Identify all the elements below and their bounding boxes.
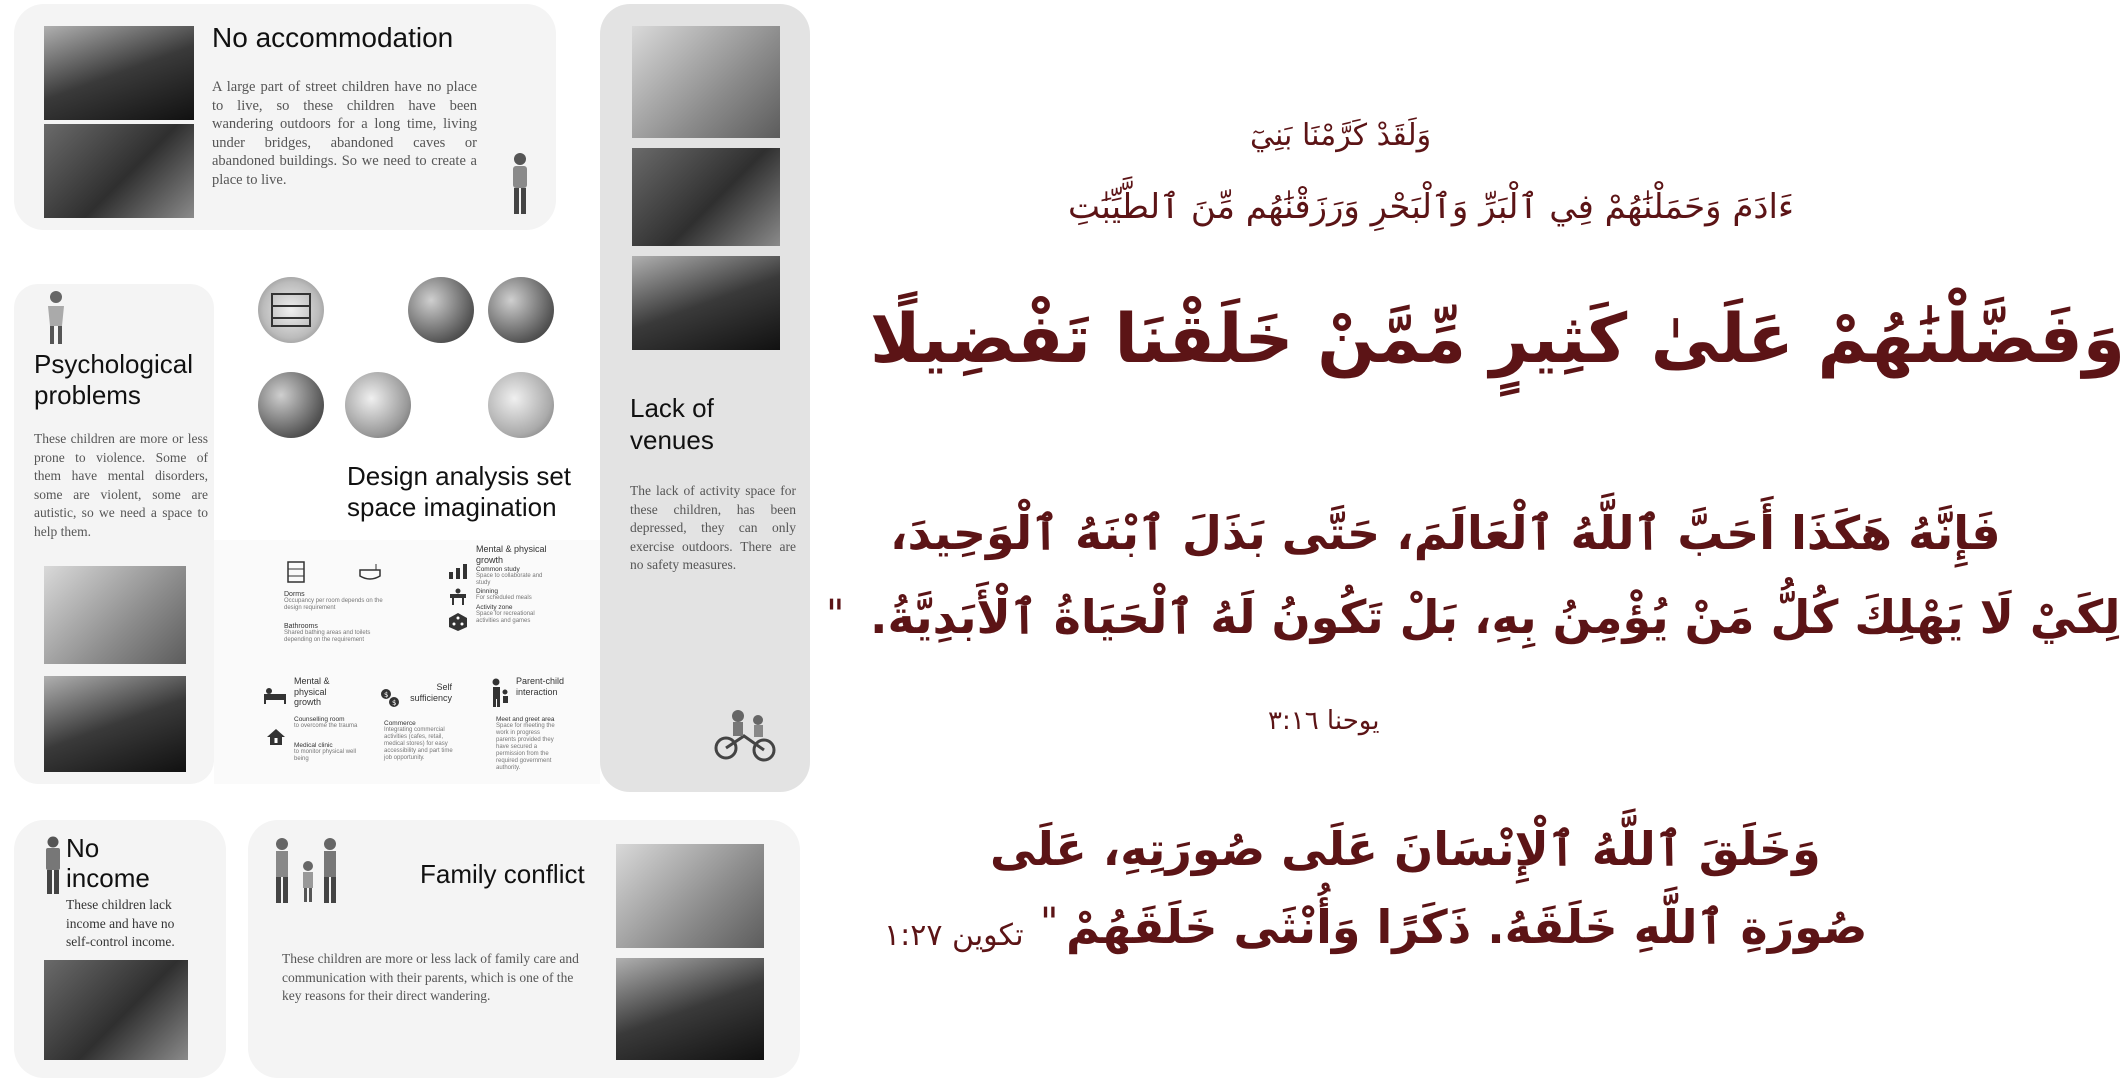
commerce-label: Commerce: [384, 720, 416, 727]
common-study-label: Common study: [476, 566, 520, 573]
family-conflict-body: These children are more or less lack of family care and communication with their parents, which is one of the key reasons for their direct wandering.: [282, 951, 579, 1003]
parent-child-icon: [490, 678, 510, 708]
no-income-title-line2: income: [66, 863, 150, 893]
sleeping-children-photo-2: [44, 124, 194, 218]
playground-circle-photo-2: [488, 277, 554, 343]
standing-child-icon: [42, 836, 64, 896]
children-on-bike-icon: [708, 706, 782, 766]
growth-chart-icon: [448, 562, 468, 580]
quran-verse-line2: ءَادَمَ وَحَمَلْنَٰهُمْ فِي ٱلْبَرِّ وَٱلْبَحْرِ وَرَزَقْنَٰهُم مِّنَ ٱلطَّيِّبَٰتِ: [1068, 187, 1794, 227]
no-accommodation-body: A large part of street children have no place to live, so these children have been wandering outdoors for a long time, living under bridges, abandoned caves or abandoned buildings. So we need to create a place to live.: [212, 79, 477, 188]
psychological-title-line1: Psychological: [34, 349, 193, 379]
no-accommodation-title: No accommodation: [212, 22, 454, 53]
quran-verse-line3: وَفَضَّلْنَٰهُمْ عَلَىٰ كَثِيرٍ مِّمَّنْ خَلَقْنَا تَفْضِيلًا: [870, 300, 2125, 379]
john-verse-quote-mark: ": [826, 592, 845, 638]
psychological-body: These children are more or less prone to violence. Some of them have mental disorders, some are violent, some are autistic, so we need a space to help them.: [34, 431, 208, 539]
meet-greet-label: Meet and greet area: [496, 716, 555, 723]
bathrooms-text: Shared bathing areas and toilets depending on the requirement: [284, 630, 371, 643]
lack-of-venues-title-line2: venues: [630, 425, 714, 455]
dining-circle-photo: [345, 372, 411, 438]
genesis-reference: تكوين ١:٢٧: [884, 918, 1024, 953]
parent-child-label: Parent-child interaction: [516, 676, 565, 697]
counselling-room-text: to overcome the trauma: [294, 723, 358, 729]
bed-person-icon: [262, 686, 288, 704]
dining-icon: [448, 588, 468, 606]
activity-zone-text: Space for recreational activities and games: [476, 611, 535, 624]
commerce-text: Integrating commercial activities (cafes, retail, medical stores) for easy accessibility and part time job opportunity.: [384, 727, 453, 761]
no-income-title-line1: No: [66, 833, 100, 863]
john-verse-line2: لِكَيْ لَا يَهْلِكَ كُلُّ مَنْ يُؤْمِنُ بِهِ، بَلْ تَكُونُ لَهُ ٱلْحَيَاةُ ٱلْأَبَدِيَّةُ.: [870, 590, 2121, 644]
bed-icon: [286, 560, 306, 584]
lack-of-venues-title-line1: Lack of: [630, 393, 714, 423]
activity-dice-icon: [448, 612, 468, 632]
design-analysis-title-line1: Design analysis set: [347, 461, 571, 491]
genesis-verse-line2: صُورَةِ ٱللَّهِ خَلَقَهُ. ذَكَرًا وَأُنْثَى خَلَقَهُمْ: [1066, 900, 1868, 954]
design-analysis-title-line2: space imagination: [347, 492, 557, 522]
genesis-verse-line1: وَخَلَقَ ٱللَّهُ ٱلْإِنْسَانَ عَلَى صُورَتِهِ، عَلَى: [990, 822, 1821, 876]
child-with-rocks-photo: [44, 960, 188, 1060]
dinning-label: Dinning: [476, 588, 499, 595]
children-reading-photo: [632, 26, 780, 138]
shadow-violence-photo: [616, 844, 764, 948]
medical-clinic-text: to monitor physical well being: [294, 749, 357, 762]
lack-of-venues-body: The lack of activity space for these children, has been depressed, they can only exercise outdoors. There are no safety measures.: [630, 483, 796, 572]
dinning-text: For scheduled meals: [476, 595, 532, 601]
meet-greet-text: Space for meeting the work in progress parents provided they have secured a permission from the required government authority.: [496, 723, 555, 771]
crying-child-photo: [616, 958, 764, 1060]
clinic-house-icon: [266, 728, 286, 746]
genesis-verse-quote-mark: ": [1040, 900, 1059, 946]
psychological-title-line2: problems: [34, 380, 141, 410]
sleeping-children-photo-1: [44, 26, 194, 120]
bathrooms-label: Bathrooms: [284, 623, 318, 630]
no-income-body: These children lack income and have no self-control income.: [66, 897, 175, 949]
hooded-child-knife-photo: [44, 676, 186, 772]
john-reference: يوحنا ٣:١٦: [1268, 706, 1380, 736]
family-conflict-title: Family conflict: [420, 859, 585, 889]
bathtub-icon: [358, 562, 382, 582]
counselling-room-label: Counselling room: [294, 716, 345, 723]
dorms-text: Occupancy per room depends on the design requirement: [284, 598, 383, 611]
children-playing-field-photo: [632, 256, 780, 350]
svg-text:$: $: [384, 691, 389, 699]
children-sitting-photo: [632, 148, 780, 246]
common-study-text: Space to collaborate and study: [476, 573, 543, 586]
child-figure-icon: [508, 152, 532, 218]
sad-child-figure-icon: [42, 290, 70, 346]
bunk-bed-icon: [270, 292, 312, 328]
quran-verse-line1: وَلَقَدْ كَرَّمْنَا بَنِيٓ: [1250, 118, 1432, 153]
playground-circle-photo-1: [408, 277, 474, 343]
mental-growth-1-label: Mental & physical growth: [476, 544, 547, 565]
svg-text:$: $: [392, 699, 397, 707]
mental-growth-2-label: Mental & physical growth: [294, 676, 330, 707]
family-figures-icon: [270, 836, 346, 906]
coins-icon: [380, 688, 400, 708]
dorms-label: Dorms: [284, 591, 305, 598]
counselling-circle-photo: [258, 372, 324, 438]
john-verse-line1: فَإِنَّهُ هَكَذَا أَحَبَّ ٱللَّهُ ٱلْعَالَمَ، حَتَّى بَذَلَ ٱبْنَهُ ٱلْوَحِيدَ،: [890, 506, 2001, 560]
activity-zone-label: Activity zone: [476, 604, 513, 611]
clinic-circle-photo: [488, 372, 554, 438]
self-sufficiency-label: Self sufficiency: [410, 682, 452, 703]
crouching-child-photo: [44, 566, 186, 664]
medical-clinic-label: Medical clinic: [294, 742, 333, 749]
